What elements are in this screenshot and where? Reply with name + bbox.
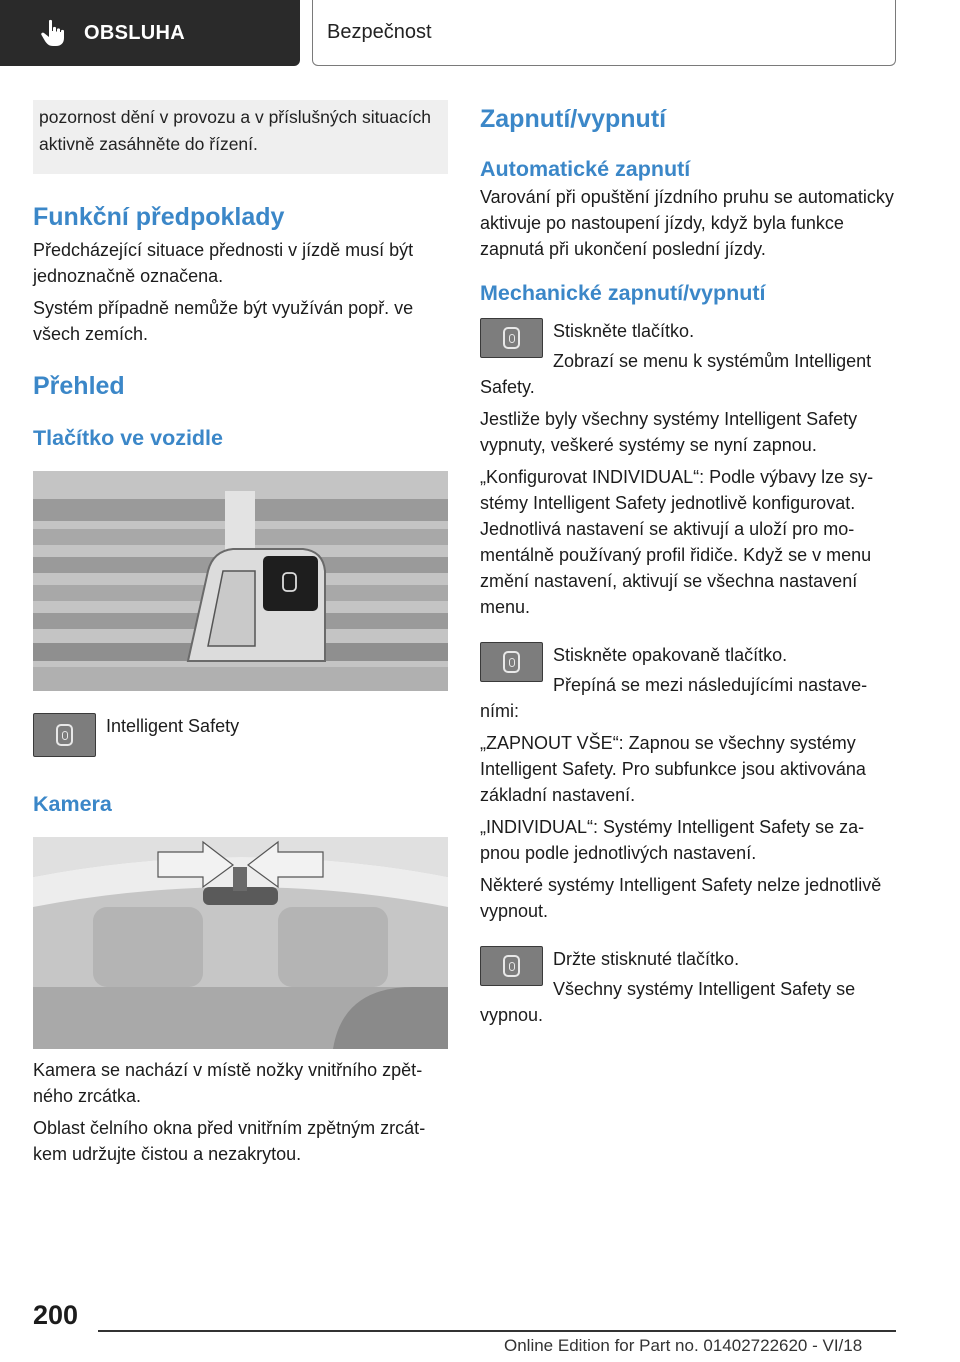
camera-location-photo — [33, 837, 448, 1049]
heading-zapnuti-vypnuti: Zapnutí/vypnutí — [480, 105, 667, 133]
section-tab-label: OBSLUHA — [84, 21, 185, 44]
footer-rule — [98, 1330, 896, 1332]
intelligent-safety-button-icon — [480, 642, 543, 682]
step3-result: Všechny systémy Intelligent Safety se vypnou. — [480, 979, 856, 1025]
intelligent-safety-button-icon — [480, 946, 543, 986]
paragraph-funkcni-2: Systém případně nemůže být využíván popř. ve všech zemích. — [33, 298, 414, 344]
step1-result: Zobrazí se menu k systémům Intelligent Safety. — [480, 351, 872, 397]
step2-instruction: Stiskněte opakovaně tlačítko. — [553, 645, 788, 665]
section-tab — [0, 0, 300, 66]
edition-info: Online Edition for Part no. 01402722620 - VI/18 — [504, 1336, 863, 1355]
page-header — [0, 0, 960, 66]
heading-prehled: Přehled — [33, 372, 125, 400]
heading-automaticke-zapnuti: Automatické zapnutí — [480, 157, 691, 181]
paragraph-kamera-1: Kamera se nachází v místě nožky vnitřního zpětného zrcátka. — [33, 1060, 423, 1106]
step3-instruction: Držte stisknuté tlačítko. — [553, 949, 740, 969]
paragraph-mech-3: „ZAPNOUT VŠE“: Zapnou se všechny systémy Intelligent Safety. Pro subfunkce jsou aktivována základní nastavení. — [480, 733, 866, 805]
heading-mechanicke-zapnuti: Mechanické zapnutí/vypnutí — [480, 281, 766, 305]
chapter-tab-label: Bezpečnost — [327, 21, 432, 43]
right-column — [480, 100, 898, 1028]
warning-note-continuation — [33, 100, 448, 174]
step-press-button — [480, 318, 898, 400]
left-column — [33, 100, 448, 1167]
safety-icon — [503, 955, 520, 977]
paragraph-automaticke: Varování při opuštění jízdního pruhu se automaticky aktivuje po nastoupení jízdy, když byla funkce zapnutá při ukončení poslední jízdy. — [480, 187, 894, 259]
paragraph-kamera-2: Oblast čelního okna před vnitřním zpětným zrcátkem udržujte čistou a nezakrytou. — [33, 1118, 426, 1164]
step1-instruction: Stiskněte tlačítko. — [553, 321, 695, 341]
button-caption: Intelligent Safety — [106, 716, 240, 736]
page-number: 200 — [33, 1300, 79, 1330]
intelligent-safety-button-row — [33, 713, 448, 757]
intelligent-safety-button-icon — [480, 318, 543, 358]
step2-result: Přepíná se mezi následujícími nastaveními: — [480, 675, 868, 721]
safety-icon — [56, 724, 73, 746]
vehicle-button-photo — [33, 471, 448, 691]
step-hold-button — [480, 946, 898, 1028]
paragraph-mech-4: „INDIVIDUAL“: Systémy Intelligent Safety se zapnou podle jednotlivých nastavení. — [480, 817, 865, 863]
heading-funkcni-predpoklady: Funkční předpoklady — [33, 203, 285, 231]
paragraph-mech-2: „Konfigurovat INDIVIDUAL“: Podle výbavy lze systémy Intelligent Safety jednotlivě konfigurovat. Jednotlivá nastavení se aktivují a uloží pro momentálně používaný profil řidiče. Když se v menu změní nastavení, aktivují se všechna nastavení menu. — [480, 467, 874, 617]
chapter-tab — [312, 0, 896, 66]
heading-kamera: Kamera — [33, 792, 112, 816]
note-text: pozornost dění v provozu a v příslušných situacích aktivně zasáhněte do řízení. — [39, 107, 432, 154]
hand-pointer-icon — [38, 18, 68, 48]
step-press-repeatedly — [480, 642, 898, 724]
paragraph-mech-1: Jestliže byly všechny systémy Intelligent Safety vypnuty, veškeré systémy se nyní zapnou. — [480, 409, 858, 455]
paragraph-funkcni-1: Předcházející situace přednosti v jízdě musí být jednoznačně označena. — [33, 240, 414, 286]
heading-tlacitko-ve-vozidle: Tlačítko ve vozidle — [33, 426, 223, 450]
intelligent-safety-button-icon — [33, 713, 96, 757]
safety-icon — [503, 327, 520, 349]
safety-icon — [503, 651, 520, 673]
paragraph-mech-5: Některé systémy Intelligent Safety nelze jednotlivě vypnout. — [480, 875, 882, 921]
